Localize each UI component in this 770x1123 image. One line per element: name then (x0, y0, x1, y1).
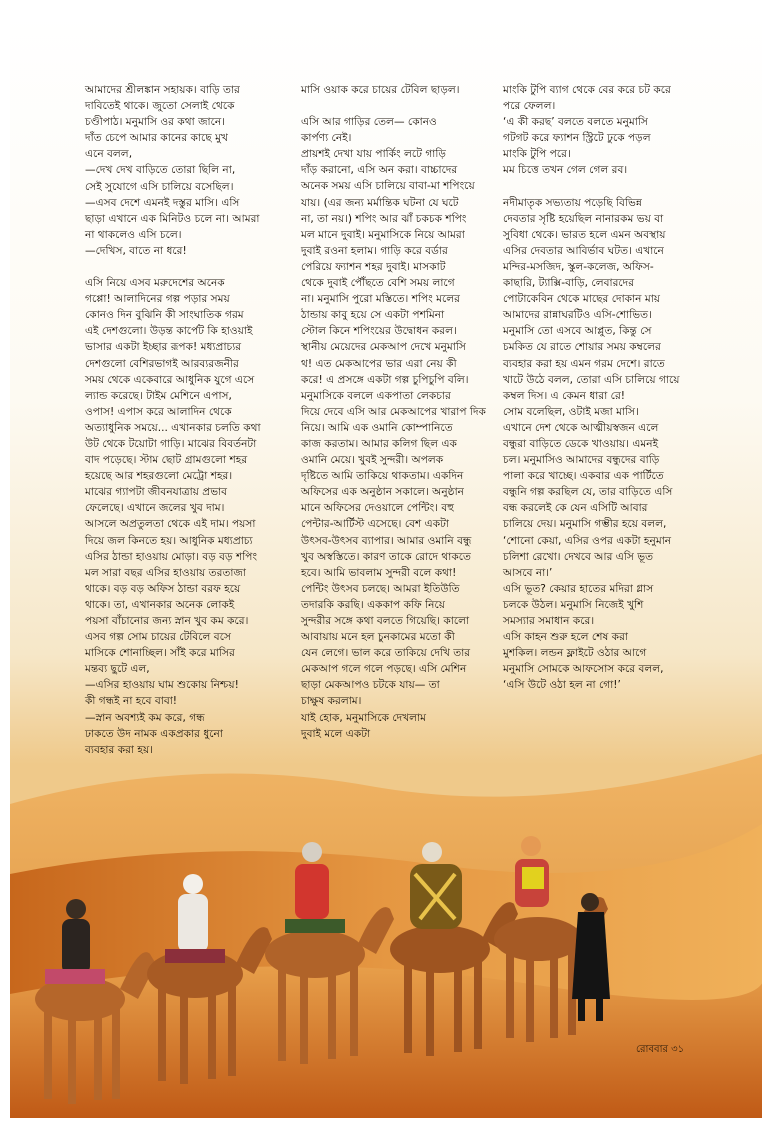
article-column-2 (301, 82, 486, 742)
paragraph: নদীমাতৃক সভ্যতায় পড়েছি বিভিন্ন দেবতার সৃষ্টি হয়েছিল নানারকম ভয় বা সুবিধা থেকে। ভারত হলে এমন অবস্থায় এসির দেবতার আবির্ভাব ঘটত। এখানে মন্দির-মসজিদ, স্কুল-কলেজ, অফিস- কাছারি, ট্যাক্সি-বাড়ি, লেবারদের পোটাকেবিন থেকে মাছের দোকান মায় আমাদের রান্নাঘরটিও এসি-শোভিত। মনুমাসি তো এসবে আপ্লুত, কিন্তু সে চমকিত যে রাতে শোয়ার সময় কম্বলের ব্যবহার করা হয় এমন গরম দেশে। রাতে খাটে উঠে বলল, তোরা এসি চালিয়ে গায়ে কম্বল দিস। এ কেমন ধারা রে! সোম বলেছিল, ওটাই মজা মাসি। এখানে দেশ থেকে আত্মীয়স্বজন এলে বন্ধুরা বাড়িতে ডেকে খাওয়ায়। এমনই চল। মনুমাসিও আমাদের বন্ধুদের বাড়ি পালা করে খাচ্ছে। একবার এক পার্টিতে বন্ধুনি গল্প করছিল যে, তার বাড়িতে এসি বন্ধ করলেই কে যেন এসিটি আবার চালিয়ে দেয়। মনুমাসি গম্ভীর হয়ে বলল, ‘শোনো কেয়া, এসির ওপর একটা হনুমান চলিশা রেখো। দেখবে আর এসি ভূত আসবে না।’ এসি ভূত? কেয়ার হাতের মদিরা গ্লাস চলকে উঠল। মনুমাসি নিজেই খুশি সমস্যার সমাধান করে। এসি কাহন শুরু হলে শেষ করা মুশকিল। লন্ডন ফ্লাইটে ওঠার আগে মনুমাসি সোমকে আফসোস করে বলল, ‘এসি উটে ওঠা হল না গো!’ (503, 196, 680, 692)
page-folio: রোববার ৩১ (636, 1044, 685, 1055)
article-column-3 (503, 82, 703, 693)
paragraph: মাসি ওয়াক করে চায়ের টেবিল ছাড়ল। (301, 84, 460, 96)
paragraph: মাংকি টুপি ব্যাগ থেকে বের করে চট করে পরে ফেলল। ‘এ কী করছ’ বলতে বলতে মনুমাসি গটগট করে ফ্যাশন স্ট্রিটে ঢুকে পড়ল মাংকি টুপি পরে। মম চিত্তে তখন গেল গেল রব। (503, 84, 671, 177)
paragraph: এসি আর গাড়ির তেল— কোনও কার্পণ্য নেই। প্রায়শই দেখা যায় পার্কিং লটে গাড়ি দাঁড় করানো, এসি অন করা। বাচ্চাদের অনেক সময় এসি চালিয়ে বাবা-মা শপিংয়ে যায়। (এর জন্য মর্মান্তিক ঘটনা যে ঘটে না, তা নয়।) শপিং আর ঝাঁ চকচক শপিং মল মানে দুবাই। মনুমাসিকে নিয়ে আমরা দুবাই রওনা হলাম। গাড়ি করে বর্ডার পেরিয়ে ফ্যাশন শহর দুবাই। মাসকাট থেকে দুবাই পৌঁছতে বেশি সময় লাগে না। মনুমাসি পুরো মস্তিতে। শপিং মলের ঠান্ডায় কাবু হয়ে সে একটা পশমিনা স্টোল কিনে শপিংয়ের উদ্বোধন করল। স্থানীয় মেয়েদের মেকআপ দেখে মনুমাসি থ! এত মেকআপের ভার এরা নেয় কী করে! এ প্রসঙ্গে একটা গল্প চুপিচুপি বলি। মনুমাসিকে বললে একপাতা লেকচার দিয়ে দেবে এসি আর মেকআপের খারাপ দিক নিয়ে। আমি এক ওমানি কোম্পানিতে কাজ করতাম। আমার কলিগ ছিল এক ওমানি মেয়ে। খুবই সুন্দরী। অপলক দৃষ্টিতে আমি তাকিয়ে থাকতাম। একদিন অফিসের এক অনুষ্ঠান সকালে। অনুষ্ঠান মানে অফিসের দেওয়ালে পেন্টিং। বহু পেন্টার-আর্টিস্ট এসেছে। বেশ একটা উৎসব-উৎসব ব্যাপার। আমার ওমানি বন্ধু খুব অস্বস্তিতে। কারণ তাকে রোদে থাকতে হবে। আমি ভাবলাম সুন্দরী বলে কথা! পেন্টিং উৎসব চলছে। আমরা ইতিউতি তদারকি করছি। এককাপ কফি নিয়ে সুন্দরীর সঙ্গে কথা বলতে গিয়েছি। কালো আবায়ায় মনে হল চুনকামের মতো কী যেন লেগে। ভাল করে তাকিয়ে দেখি তার মেকআপ গলে গলে পড়ছে। এসি মেশিন ছাড়া মেকআপও চটকে যায়— তা চাক্ষুষ করলাম। যাই হোক, মনুমাসিকে দেখলাম দুবাই মলে একটা (301, 116, 486, 740)
article-column-1 (85, 82, 281, 758)
paragraph: আমাদের শ্রীলঙ্কান সহায়ক। বাড়ি তার দাবিতেই থাকে। জুতো সেলাই থেকে চণ্ডীপাঠ। মনুমাসি ওর কথা জানে। দাঁত চেপে আমার কানের কাছে মুখ এনে বলল, —দেখ দেখ বাড়িতে তোরা ছিলি না, সেই সুযোগে এসি চালিয়ে বসেছিল। —এসব দেশে এমনই দস্তুর মাসি। এসি ছাড়া এখানে এক মিনিটও চলে না। আমরা না থাকলেও এসি চলে। —দেখিস, বাতে না ধরে! (85, 84, 260, 257)
paragraph: এসি নিয়ে এসব মরুদেশের অনেক গপ্পো! আলাদিনের গল্প পড়ার সময় কোনও দিন বুঝিনি কী সাংঘাতিক গরম এই দেশগুলো। উড়ন্ত কার্পেট কি হাওয়াই ভাসার একটা ইচ্ছার রূপক! মধ্যপ্রাচ্যর দেশগুলো বেশিরভাগই আরব্যরজনীর সময় থেকে একেবারে আধুনিক যুগে এসে ল্যান্ড করেছে। টাইম মেশিনে এপাস, ওপাস! এপাস করে আলাদিন থেকে অত্যাধুনিক সময়ে... এখানকার চলতি কথা উট থেকে টয়োটা গাড়ি। মাঝের বিবর্তনটা বাদ পড়েছে। স্টাম ছোট গ্রামগুলো শহর হয়েছে আর শহরগুলো মেট্রো শহর। মাঝের গ্যাপটা জীবনযাত্রায় প্রভাব ফেলেছে। এখানে জলের খুব দাম। আসলে অপ্রতুলতা থেকে এই দাম। পয়সা দিয়ে জল কিনতে হয়। আধুনিক মধ্যপ্রাচ্য এসির ঠান্ডা হাওয়ায় মোড়া। বড় বড় শপিং মল সারা বছর এসির হাওয়ায় তরতাজা থাকে। বড় বড় অফিস ঠান্ডা বরফ হয়ে থাকে। তা, এখানকার অনেক লোকই পয়সা বাঁচানোর জন্য স্নান খুব কম করে। এসব গল্প সোম চায়ের টেবিলে বসে মাসিকে শোনাচ্ছিল। সাঁই করে মাসির মন্তব্য ছুটে এল, —এসির হাওয়ায় ঘাম শুকোয় নিশ্চয়! কী গন্ধই না হবে বাবা! —স্নান অবশ্যই কম করে, গন্ধ ঢাকতে উদ নামক একপ্রকার ধুনো ব্যবহার করা হয়। (85, 277, 261, 756)
